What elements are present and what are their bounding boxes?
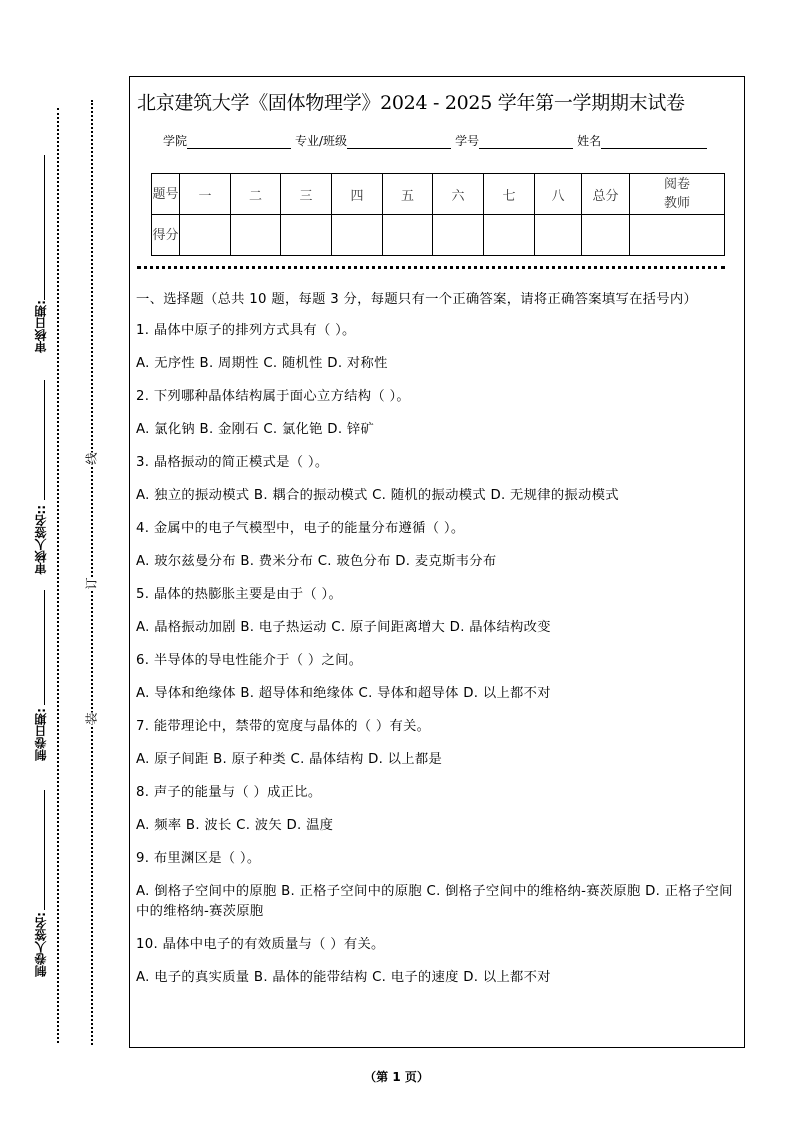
score-col-2: 二 xyxy=(231,174,281,215)
major-class-field[interactable] xyxy=(347,136,451,149)
score-cell-total[interactable] xyxy=(582,215,630,256)
name-field[interactable] xyxy=(601,136,707,149)
question-options: A. 原子间距 B. 原子种类 C. 晶体结构 D. 以上都是 xyxy=(136,752,443,767)
question-options: A. 氯化钠 B. 金刚石 C. 氯化铯 D. 锌矿 xyxy=(136,422,375,437)
question-text: 1. 晶体中原子的排列方式具有（ ）。 xyxy=(136,323,356,338)
score-col-5: 五 xyxy=(383,174,433,215)
question-list xyxy=(136,321,740,988)
score-col-grader: 阅卷教师 xyxy=(630,174,725,215)
question-item xyxy=(136,387,740,440)
section-divider xyxy=(137,266,725,269)
question-item xyxy=(136,935,740,988)
review-date-label: 审核日期: xyxy=(34,300,48,353)
question-text: 8. 声子的能量与（ ）成正比。 xyxy=(136,785,322,800)
question-item xyxy=(136,849,740,922)
score-col-total: 总分 xyxy=(582,174,630,215)
major-class-label: 专业/班级 xyxy=(295,134,348,148)
question-options: A. 玻尔兹曼分布 B. 费米分布 C. 玻色分布 D. 麦克斯韦分布 xyxy=(136,554,497,569)
college-field[interactable] xyxy=(187,136,291,149)
score-cell[interactable] xyxy=(383,215,433,256)
student-id-field[interactable] xyxy=(479,136,573,149)
question-text: 3. 晶格振动的简正模式是（ ）。 xyxy=(136,455,329,470)
reviewer-signature-line xyxy=(44,380,45,500)
college-label: 学院 xyxy=(163,134,188,148)
question-item xyxy=(136,519,740,572)
question-options: A. 独立的振动模式 B. 耦合的振动模式 C. 随机的振动模式 D. 无规律的振动模式 xyxy=(136,488,619,503)
score-cell[interactable] xyxy=(484,215,535,256)
compiler-signature-label: 制卷人签名: xyxy=(34,912,48,977)
score-col-6: 六 xyxy=(433,174,484,215)
question-item xyxy=(136,453,740,506)
question-item xyxy=(136,783,740,836)
question-text: 5. 晶体的热膨胀主要是由于（ ）。 xyxy=(136,587,343,602)
cut-line-char-xian: 线 xyxy=(81,452,102,464)
score-cell[interactable] xyxy=(433,215,484,256)
name-label: 姓名 xyxy=(577,134,602,148)
score-col-8: 八 xyxy=(535,174,582,215)
question-text: 9. 布里渊区是（ ）。 xyxy=(136,851,261,866)
student-info-row xyxy=(163,132,711,149)
compile-date-line xyxy=(44,590,45,705)
question-item xyxy=(136,651,740,704)
score-cell-grader[interactable] xyxy=(630,215,725,256)
page-number: （第 1 页） xyxy=(364,1070,429,1084)
score-cell[interactable] xyxy=(231,215,281,256)
score-table xyxy=(151,173,725,256)
score-col-4: 四 xyxy=(332,174,383,215)
reviewer-signature-label: 审核人签名:: xyxy=(34,505,48,575)
question-text: 7. 能带理论中，禁带的宽度与晶体的（ ）有关。 xyxy=(136,719,431,734)
section-heading: 一、选择题（总共 10 题，每题 3 分，每题只有一个正确答案，请将正确答案填写在括号内） xyxy=(136,292,698,307)
score-cell[interactable] xyxy=(535,215,582,256)
score-col-7: 七 xyxy=(484,174,535,215)
question-text: 6. 半导体的导电性能介于（ ）之间。 xyxy=(136,653,363,668)
exam-title: 北京建筑大学《固体物理学》2024 - 2025 学年第一学期期末试卷 xyxy=(137,92,685,114)
question-options: A. 晶格振动加剧 B. 电子热运动 C. 原子间距离增大 D. 晶体结构改变 xyxy=(136,620,551,635)
student-id-label: 学号 xyxy=(455,134,480,148)
score-cell[interactable] xyxy=(180,215,231,256)
question-options: A. 导体和绝缘体 B. 超导体和绝缘体 C. 导体和超导体 D. 以上都不对 xyxy=(136,686,551,701)
question-options: A. 无序性 B. 周期性 C. 随机性 D. 对称性 xyxy=(136,356,388,371)
question-item xyxy=(136,585,740,638)
score-cell[interactable] xyxy=(332,215,383,256)
question-item xyxy=(136,321,740,374)
question-text: 4. 金属中的电子气模型中，电子的能量分布遵循（ ）。 xyxy=(136,521,465,536)
compiler-signature-line xyxy=(44,790,45,910)
question-text: 2. 下列哪种晶体结构属于面心立方结构（ ）。 xyxy=(136,389,411,404)
cut-line-char-ding: 订 xyxy=(81,577,102,589)
score-col-3: 三 xyxy=(281,174,332,215)
score-col-1: 一 xyxy=(180,174,231,215)
review-date-line xyxy=(44,155,45,300)
cut-line-char-zhuang: 装 xyxy=(81,712,102,724)
margin-dotted-line-outer xyxy=(57,108,59,1043)
question-options: A. 倒格子空间中的原胞 B. 正格子空间中的原胞 C. 倒格子空间中的维格纳-赛茨原胞 D. 正格子空间中的维格纳-赛茨原胞 xyxy=(136,884,733,919)
compile-date-label: 制卷日期: xyxy=(34,708,48,761)
question-options: A. 电子的真实质量 B. 晶体的能带结构 C. 电子的速度 D. 以上都不对 xyxy=(136,970,551,985)
question-text: 10. 晶体中电子的有效质量与（ ）有关。 xyxy=(136,937,385,952)
score-table-header-question: 题号 xyxy=(152,174,180,215)
score-cell[interactable] xyxy=(281,215,332,256)
margin-dotted-line-inner xyxy=(91,100,93,1045)
question-item xyxy=(136,717,740,770)
exam-content xyxy=(136,290,740,1001)
score-table-header-score: 得分 xyxy=(152,215,180,256)
question-options: A. 频率 B. 波长 C. 波矢 D. 温度 xyxy=(136,818,334,833)
